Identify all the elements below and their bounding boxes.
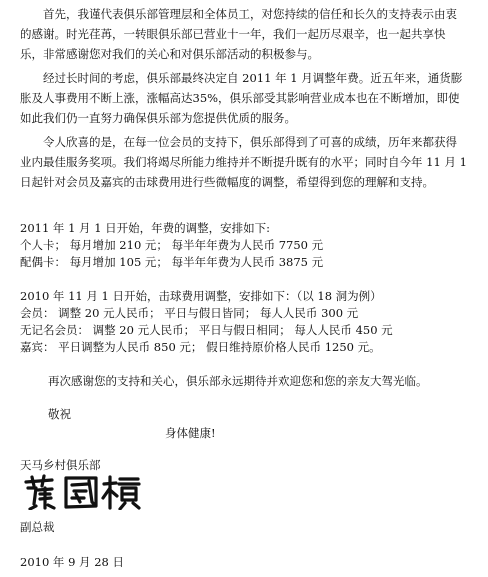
paragraph-thanks: 首先，我谨代表俱乐部管理层和全体员工，对您持续的信任和长久的支持表示由衷的感谢。时光荏苒，一转眼俱乐部已营业十一年，我们一起历尽艰辛，也一起共享快乐，非常感谢您对我们的关心和对俱乐部活动的积极参与。 <box>20 7 457 61</box>
hitting-fee-heading: 2010 年 11 月 1 日开始，击球费用调整，安排如下：（以 18 洞为例） <box>20 289 382 303</box>
fee-personal-card: 个人卡； 每月增加 210 元； 每半年年费为人民币 7750 元 <box>20 238 324 252</box>
handwritten-signature <box>22 474 142 510</box>
wish-line: 身体健康! <box>165 426 216 440</box>
salutation: 敬祝 <box>48 407 71 421</box>
letter-date: 2010 年 9 月 28 日 <box>20 555 124 569</box>
hitting-fee-guest: 嘉宾： 平日调整为人民币 850 元； 假日维持原价格人民币 1250 元。 <box>20 340 381 354</box>
fee-spouse-card: 配偶卡： 每月增加 105 元； 每半年年费为人民币 3875 元 <box>20 255 324 269</box>
club-name: 天马乡村俱乐部 <box>20 458 101 472</box>
paragraph-fee-reason: 经过长时间的考虑，俱乐部最终决定自 2011 年 1 月调整年费。近五年来，通货膨胀及人事费用不断上涨，涨幅高达35%，俱乐部受其影响营业成本也在不断增加，即使如此我们仍一直努力确保俱乐部为您提供优质的服务。 <box>20 71 463 125</box>
hitting-fee-unnamed-member: 无记名会员： 调整 20 元人民币； 平日与假日相同； 每人人民币 450 元 <box>20 323 393 337</box>
signer-title: 副总裁 <box>20 520 55 534</box>
fee-adjust-heading: 2011 年 1 月 1 日开始，年费的调整，安排如下: <box>20 221 271 235</box>
closing-line: 再次感谢您的支持和关心，俱乐部永远期待并欢迎您和您的亲友大驾光临。 <box>48 374 428 388</box>
paragraph-achievement: 令人欣喜的是，在每一位会员的支持下，俱乐部得到了可喜的成绩，历年来都获得业内最佳服务奖项。我们将竭尽所能力维持并不断提升既有的水平；同时自今年 11 月 1 日起针对会员及嘉宾的击球费用进行些微幅度的调整，希望得到您的理解和支持。 <box>20 135 467 189</box>
hitting-fee-member: 会员： 调整 20 元人民币； 平日与假日皆同； 每人人民币 300 元 <box>20 306 359 320</box>
